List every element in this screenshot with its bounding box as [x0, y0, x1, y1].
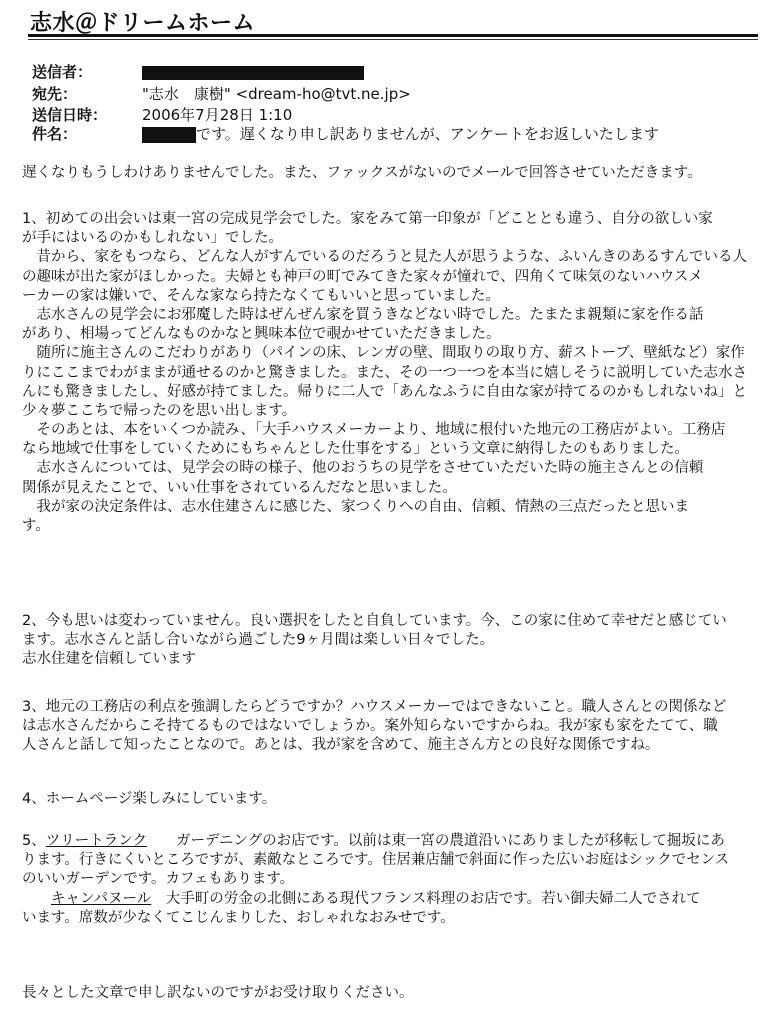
answer-3 — [22, 698, 767, 756]
answer-3-line: 3、地元の工務店の利点を強調したらどうですか？ハウスメーカーではできないこと。職人さんとの関係など — [22, 699, 727, 715]
to-value: "志水 康樹" <dream-ho@tvt.ne.jp> — [142, 85, 411, 103]
header-date-row — [32, 105, 292, 125]
subject-value: です。遅くなり申し訳ありませんが、アンケートをお返しいたします — [196, 125, 659, 143]
answer-5-shop2-text: 大手町の労金の北側にある現代フランス料理のお店です。若い御夫婦二人でされて — [151, 890, 701, 907]
answer-2-line: 2、今も思いは変わっていません。良い選択をしたと自負しています。今、この家に住めて幸せだと感じてい — [22, 613, 727, 629]
answer-1-line: ーカーの家は嫌いで、そんな家なら持たなくてもいいと思っていました。 — [22, 287, 500, 304]
answer-5-line-shop2 — [22, 890, 767, 909]
answer-1-line: んにも驚きましたし、好感が持てました。帰りに二人で「あんなふうに自由な家が持てるのかもしれないね」と — [22, 383, 747, 400]
from-label: 送信者： — [32, 63, 93, 81]
page-title: 志水＠ドリームホーム — [30, 11, 256, 36]
answer-1-line: 1、初めての出会いは東一宮の完成見学会でした。家をみて第一印象が「どこととも違う、自分の欲しい家 — [22, 211, 713, 227]
answer-1-line: 志水さんについては、見学会の時の様子、他のおうちの見学をさせていただいた時の施主さんとの信頼 — [22, 460, 704, 477]
answer-1-line: の趣味が出た家がほしかった。夫婦とも神戸の町でみてきた家々が憧れで、四角くて味気のないハウスメ — [22, 268, 703, 285]
date-label: 送信日時： — [32, 106, 108, 124]
intro-paragraph — [22, 164, 767, 183]
header-subject-row — [32, 124, 659, 144]
answer-4-line: 4、ホームページ楽しみにしています。 — [22, 791, 277, 807]
closing-paragraph — [22, 984, 767, 1003]
subject-redaction — [142, 127, 196, 143]
date-value: 2006年7月28日 1:10 — [142, 106, 293, 124]
answer-5 — [22, 832, 767, 928]
answer-1-line: 志水さんの見学会にお邪魔した時はぜんぜん家を買うきなどない時でした。たまたま親類に家を作る話 — [22, 306, 704, 323]
answer-2-line: 志水住建を信頼しています — [22, 651, 196, 668]
answer-5-line-shop1 — [22, 832, 767, 851]
answer-1-line: が手にはいるのかもしれない」でした。 — [22, 230, 283, 247]
answer-1-line: 関係が見えたことで、いい仕事をされているんだなと思いました。 — [22, 479, 457, 496]
title-divider-thin — [28, 39, 758, 40]
answer-1-line: 我が家の決定条件は、志水住建さんに感じた、家つくりへの自由、信頼、情熱の三点だったと思いま — [22, 498, 689, 515]
shop-name-campanule: キャンパヌール — [51, 890, 152, 907]
closing-line: 長々とした文章で申し訳ないのですがお受け取りください。 — [22, 985, 414, 1001]
answer-3-line: 人さんと話して知ったことなので。あとは、我が家を含めて、施主さん方との良好な関係ですね。 — [22, 737, 660, 754]
answer-1-line: 昔から、家をもつなら、どんな人がすんでいるのだろうと見た人が思うような、ふいんきのあるすんでいる人 — [22, 249, 747, 266]
header-to-row — [32, 84, 411, 104]
answer-1-line: 少々夢ここちで帰ったのを思い出します。 — [22, 402, 297, 419]
answer-1-line: があり、相場ってどんなものかなと興味本位で覗かせていただきました。 — [22, 326, 501, 343]
answer-1-line: そのあとは、本をいくつか読み、「大手ハウスメーカーより、地域に根付いた地元の工務店がよい。工務店 — [22, 422, 726, 439]
answer-5-line: ります。行きにくいところですが、素敵なところです。住居兼店舗で斜面に作った広いお庭はシックでセンス — [22, 852, 730, 869]
title-divider — [28, 34, 758, 37]
answer-5-line: います。席数が少なくてこじんまりした、おしゃれなおみせです。 — [22, 909, 455, 926]
answer-2-line: ます。志水さんと話し合いながら過ごした9ヶ月間は楽しい日々でした。 — [22, 632, 495, 649]
to-label: 宛先： — [32, 85, 78, 103]
answer-3-line: は志水さんだからこそ持てるものではないでしょうか。案外知らないですからね。我が家も家をたてて、職 — [22, 718, 718, 735]
header-from-row — [32, 62, 364, 82]
answer-5-prefix: 5、 — [22, 833, 46, 849]
intro-line: 遅くなりもうしわけありませんでした。また、ファックスがないのでメールで回答させていただきます。 — [22, 165, 702, 181]
answer-5-indent — [22, 891, 51, 907]
answer-1-line: なら地域で仕事をしていくためにもちゃんとした仕事をする」という文章に納得したのもありました。 — [22, 441, 689, 458]
answer-1-line: りにここまでわがままが通せるのかと驚きました。また、その一つ一つを本当に嬉しそうに説明していた志水さ — [22, 364, 747, 381]
answer-4 — [22, 790, 767, 809]
from-redaction — [142, 66, 364, 80]
shop-name-tree-trunk: ツリートランク — [45, 833, 147, 849]
answer-1-line: す。 — [22, 518, 50, 534]
answer-5-line: のいいガーデンです。カフェもあります。 — [22, 871, 295, 888]
subject-label: 件名： — [32, 125, 78, 143]
answer-1 — [22, 210, 767, 536]
answer-2 — [22, 612, 767, 670]
answer-5-shop1-text: ガーデニングのお店です。以前は東一宮の農道沿いにありましたが移転して掘坂にあ — [146, 833, 725, 849]
answer-1-line: 随所に施主さんのこだわりがあり（パインの床、レンガの壁、間取りの取り方、薪ストーブ、壁紙など）家作 — [22, 345, 745, 362]
